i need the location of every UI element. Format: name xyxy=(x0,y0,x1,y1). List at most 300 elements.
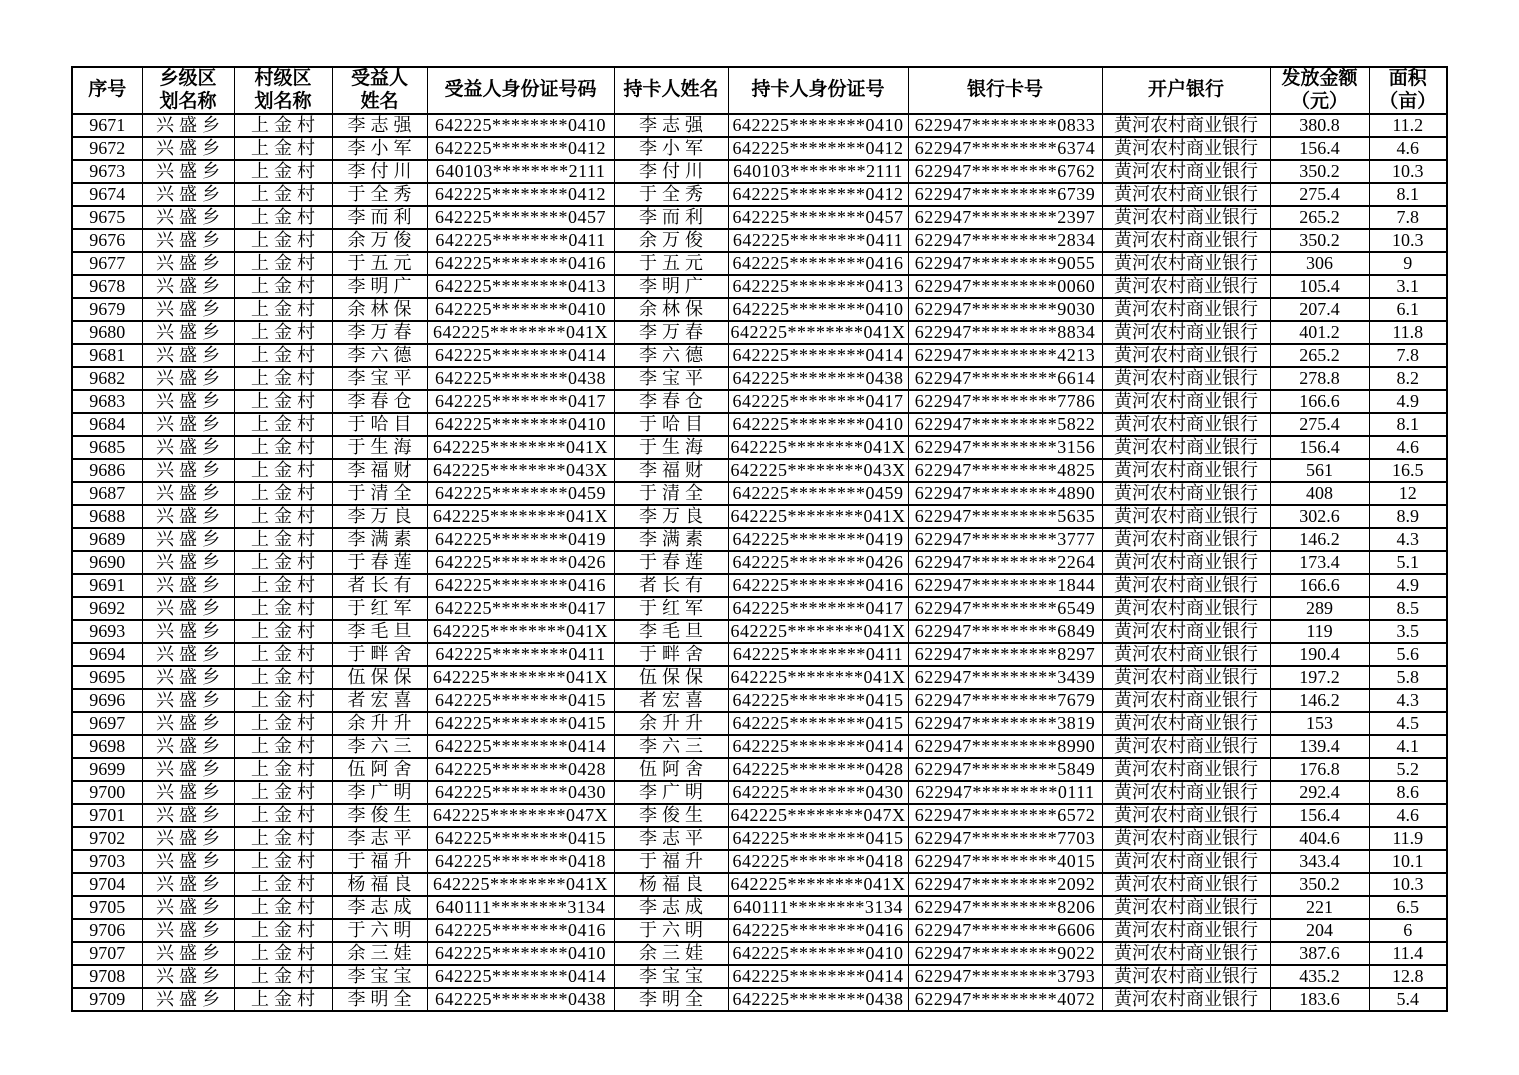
cell-amount: 380.8 xyxy=(1270,114,1369,137)
cell-village: 上金村 xyxy=(234,275,332,298)
cell-village: 上金村 xyxy=(234,689,332,712)
cell-area: 8.2 xyxy=(1369,367,1447,390)
cell-village: 上金村 xyxy=(234,252,332,275)
cell-card_number: 622947*********4890 xyxy=(908,482,1102,505)
table-row xyxy=(72,275,1447,298)
cell-serial: 9686 xyxy=(72,459,142,482)
cell-beneficiary_id: 642225********0412 xyxy=(427,183,614,206)
cell-cardholder_id: 642225********0412 xyxy=(728,137,908,160)
cell-area: 4.3 xyxy=(1369,689,1447,712)
cell-area: 12 xyxy=(1369,482,1447,505)
cell-cardholder_name: 于六明 xyxy=(614,919,728,942)
cell-cardholder_id: 642225********041X xyxy=(728,666,908,689)
cell-township: 兴盛乡 xyxy=(142,620,234,643)
cell-beneficiary_id: 642225********0414 xyxy=(427,965,614,988)
cell-township: 兴盛乡 xyxy=(142,850,234,873)
cell-bank: 黄河农村商业银行 xyxy=(1102,183,1270,206)
column-header-serial xyxy=(72,67,142,114)
cell-beneficiary_id: 640111********3134 xyxy=(427,896,614,919)
cell-cardholder_name: 李宝平 xyxy=(614,367,728,390)
cell-township: 兴盛乡 xyxy=(142,275,234,298)
cell-bank: 黄河农村商业银行 xyxy=(1102,666,1270,689)
cell-cardholder_id: 642225********0415 xyxy=(728,712,908,735)
cell-village: 上金村 xyxy=(234,781,332,804)
cell-area: 11.9 xyxy=(1369,827,1447,850)
cell-serial: 9692 xyxy=(72,597,142,620)
cell-beneficiary_name: 余林保 xyxy=(332,298,427,321)
cell-township: 兴盛乡 xyxy=(142,436,234,459)
cell-beneficiary_id: 642225********0438 xyxy=(427,988,614,1011)
cell-serial: 9678 xyxy=(72,275,142,298)
cell-beneficiary_name: 李俊生 xyxy=(332,804,427,827)
column-header-area xyxy=(1369,67,1447,114)
cell-beneficiary_name: 李六三 xyxy=(332,735,427,758)
cell-card_number: 622947*********5635 xyxy=(908,505,1102,528)
cell-township: 兴盛乡 xyxy=(142,758,234,781)
cell-township: 兴盛乡 xyxy=(142,482,234,505)
cell-serial: 9684 xyxy=(72,413,142,436)
cell-area: 11.2 xyxy=(1369,114,1447,137)
cell-area: 4.3 xyxy=(1369,528,1447,551)
cell-cardholder_id: 642225********0410 xyxy=(728,114,908,137)
cell-village: 上金村 xyxy=(234,735,332,758)
cell-beneficiary_name: 者长有 xyxy=(332,574,427,597)
cell-beneficiary_id: 642225********0438 xyxy=(427,367,614,390)
cell-bank: 黄河农村商业银行 xyxy=(1102,436,1270,459)
cell-card_number: 622947*********6549 xyxy=(908,597,1102,620)
cell-cardholder_name: 于全秀 xyxy=(614,183,728,206)
cell-serial: 9671 xyxy=(72,114,142,137)
cell-card_number: 622947*********7786 xyxy=(908,390,1102,413)
cell-area: 7.8 xyxy=(1369,206,1447,229)
cell-area: 4.6 xyxy=(1369,436,1447,459)
cell-cardholder_id: 642225********0457 xyxy=(728,206,908,229)
cell-beneficiary_id: 642225********0417 xyxy=(427,390,614,413)
cell-cardholder_id: 642225********041X xyxy=(728,436,908,459)
cell-bank: 黄河农村商业银行 xyxy=(1102,620,1270,643)
cell-village: 上金村 xyxy=(234,574,332,597)
cell-cardholder_name: 李春仓 xyxy=(614,390,728,413)
cell-amount: 146.2 xyxy=(1270,528,1369,551)
cell-serial: 9693 xyxy=(72,620,142,643)
table-row xyxy=(72,505,1447,528)
cell-bank: 黄河农村商业银行 xyxy=(1102,413,1270,436)
cell-beneficiary_id: 642225********047X xyxy=(427,804,614,827)
cell-beneficiary_id: 642225********0416 xyxy=(427,252,614,275)
cell-beneficiary_name: 于生海 xyxy=(332,436,427,459)
cell-beneficiary_id: 642225********0411 xyxy=(427,229,614,252)
cell-cardholder_name: 杨福良 xyxy=(614,873,728,896)
table-row xyxy=(72,942,1447,965)
cell-cardholder_name: 余升升 xyxy=(614,712,728,735)
cell-township: 兴盛乡 xyxy=(142,390,234,413)
cell-village: 上金村 xyxy=(234,114,332,137)
cell-beneficiary_name: 李明广 xyxy=(332,275,427,298)
cell-serial: 9683 xyxy=(72,390,142,413)
cell-card_number: 622947*********8297 xyxy=(908,643,1102,666)
table-row xyxy=(72,229,1447,252)
cell-card_number: 622947*********6849 xyxy=(908,620,1102,643)
cell-amount: 292.4 xyxy=(1270,781,1369,804)
cell-cardholder_id: 642225********0416 xyxy=(728,252,908,275)
cell-amount: 350.2 xyxy=(1270,229,1369,252)
cell-cardholder_id: 642225********0415 xyxy=(728,689,908,712)
cell-cardholder_id: 642225********041X xyxy=(728,873,908,896)
cell-cardholder_id: 642225********0410 xyxy=(728,298,908,321)
cell-card_number: 622947*********6606 xyxy=(908,919,1102,942)
cell-cardholder_name: 李俊生 xyxy=(614,804,728,827)
cell-cardholder_name: 者长有 xyxy=(614,574,728,597)
cell-village: 上金村 xyxy=(234,942,332,965)
cell-cardholder_name: 伍阿舍 xyxy=(614,758,728,781)
cell-cardholder_name: 李志强 xyxy=(614,114,728,137)
column-header-beneficiary_id xyxy=(427,67,614,114)
cell-serial: 9696 xyxy=(72,689,142,712)
cell-township: 兴盛乡 xyxy=(142,206,234,229)
cell-beneficiary_name: 者宏喜 xyxy=(332,689,427,712)
cell-township: 兴盛乡 xyxy=(142,781,234,804)
cell-amount: 350.2 xyxy=(1270,160,1369,183)
table-row xyxy=(72,827,1447,850)
cell-amount: 404.6 xyxy=(1270,827,1369,850)
cell-township: 兴盛乡 xyxy=(142,321,234,344)
cell-cardholder_name: 李明广 xyxy=(614,275,728,298)
cell-beneficiary_name: 李六德 xyxy=(332,344,427,367)
cell-cardholder_id: 642225********0411 xyxy=(728,643,908,666)
cell-card_number: 622947*********2264 xyxy=(908,551,1102,574)
cell-township: 兴盛乡 xyxy=(142,114,234,137)
cell-amount: 350.2 xyxy=(1270,873,1369,896)
cell-cardholder_name: 李福财 xyxy=(614,459,728,482)
cell-beneficiary_id: 642225********0416 xyxy=(427,919,614,942)
cell-township: 兴盛乡 xyxy=(142,413,234,436)
cell-village: 上金村 xyxy=(234,344,332,367)
cell-amount: 265.2 xyxy=(1270,206,1369,229)
cell-amount: 156.4 xyxy=(1270,137,1369,160)
cell-beneficiary_name: 于清全 xyxy=(332,482,427,505)
cell-area: 8.9 xyxy=(1369,505,1447,528)
table-row xyxy=(72,137,1447,160)
cell-township: 兴盛乡 xyxy=(142,942,234,965)
cell-township: 兴盛乡 xyxy=(142,597,234,620)
cell-beneficiary_id: 642225********0412 xyxy=(427,137,614,160)
cell-cardholder_id: 642225********0438 xyxy=(728,988,908,1011)
cell-beneficiary_name: 于五元 xyxy=(332,252,427,275)
cell-bank: 黄河农村商业银行 xyxy=(1102,482,1270,505)
cell-serial: 9681 xyxy=(72,344,142,367)
cell-beneficiary_id: 642225********0428 xyxy=(427,758,614,781)
cell-serial: 9685 xyxy=(72,436,142,459)
table-row xyxy=(72,735,1447,758)
cell-bank: 黄河农村商业银行 xyxy=(1102,114,1270,137)
cell-village: 上金村 xyxy=(234,896,332,919)
cell-area: 5.4 xyxy=(1369,988,1447,1011)
cell-beneficiary_id: 642225********0413 xyxy=(427,275,614,298)
cell-beneficiary_name: 李宝平 xyxy=(332,367,427,390)
cell-cardholder_name: 李万春 xyxy=(614,321,728,344)
cell-township: 兴盛乡 xyxy=(142,183,234,206)
cell-area: 6.5 xyxy=(1369,896,1447,919)
cell-serial: 9707 xyxy=(72,942,142,965)
cell-beneficiary_name: 李广明 xyxy=(332,781,427,804)
table-row xyxy=(72,114,1447,137)
cell-village: 上金村 xyxy=(234,206,332,229)
cell-serial: 9706 xyxy=(72,919,142,942)
cell-cardholder_name: 李广明 xyxy=(614,781,728,804)
cell-card_number: 622947*********4825 xyxy=(908,459,1102,482)
cell-cardholder_name: 余三娃 xyxy=(614,942,728,965)
cell-card_number: 622947*********4015 xyxy=(908,850,1102,873)
cell-township: 兴盛乡 xyxy=(142,827,234,850)
cell-area: 11.4 xyxy=(1369,942,1447,965)
cell-cardholder_name: 于哈目 xyxy=(614,413,728,436)
table-header xyxy=(72,67,1447,114)
cell-amount: 166.6 xyxy=(1270,574,1369,597)
cell-amount: 204 xyxy=(1270,919,1369,942)
cell-cardholder_id: 642225********0459 xyxy=(728,482,908,505)
cell-village: 上金村 xyxy=(234,827,332,850)
cell-beneficiary_id: 642225********0426 xyxy=(427,551,614,574)
cell-area: 8.6 xyxy=(1369,781,1447,804)
cell-card_number: 622947*********3156 xyxy=(908,436,1102,459)
cell-cardholder_name: 于红军 xyxy=(614,597,728,620)
cell-beneficiary_id: 642225********041X xyxy=(427,620,614,643)
table-body xyxy=(72,114,1447,1011)
cell-card_number: 622947*********2397 xyxy=(908,206,1102,229)
cell-village: 上金村 xyxy=(234,712,332,735)
column-header-cardholder_id xyxy=(728,67,908,114)
column-header-text: 发放金额 xyxy=(1281,68,1358,90)
cell-beneficiary_id: 642225********0411 xyxy=(427,643,614,666)
cell-serial: 9680 xyxy=(72,321,142,344)
cell-cardholder_id: 642225********0416 xyxy=(728,919,908,942)
cell-bank: 黄河农村商业银行 xyxy=(1102,873,1270,896)
table-row xyxy=(72,666,1447,689)
cell-card_number: 622947*********2834 xyxy=(908,229,1102,252)
table-row xyxy=(72,896,1447,919)
cell-amount: 139.4 xyxy=(1270,735,1369,758)
cell-card_number: 622947*********2092 xyxy=(908,873,1102,896)
cell-amount: 190.4 xyxy=(1270,643,1369,666)
cell-township: 兴盛乡 xyxy=(142,712,234,735)
cell-beneficiary_name: 伍阿舍 xyxy=(332,758,427,781)
cell-cardholder_name: 于五元 xyxy=(614,252,728,275)
cell-cardholder_id: 642225********0416 xyxy=(728,574,908,597)
cell-serial: 9699 xyxy=(72,758,142,781)
cell-cardholder_id: 642225********0412 xyxy=(728,183,908,206)
cell-cardholder_name: 于福升 xyxy=(614,850,728,873)
cell-bank: 黄河农村商业银行 xyxy=(1102,988,1270,1011)
column-header-text: 持卡人身份证号 xyxy=(751,79,885,101)
cell-area: 9 xyxy=(1369,252,1447,275)
cell-card_number: 622947*********6739 xyxy=(908,183,1102,206)
cell-beneficiary_id: 642225********043X xyxy=(427,459,614,482)
cell-township: 兴盛乡 xyxy=(142,666,234,689)
cell-serial: 9708 xyxy=(72,965,142,988)
table-row xyxy=(72,344,1447,367)
table-row xyxy=(72,597,1447,620)
cell-township: 兴盛乡 xyxy=(142,804,234,827)
cell-card_number: 622947*********8990 xyxy=(908,735,1102,758)
cell-serial: 9673 xyxy=(72,160,142,183)
cell-cardholder_name: 李万良 xyxy=(614,505,728,528)
cell-beneficiary_id: 642225********041X xyxy=(427,436,614,459)
cell-amount: 435.2 xyxy=(1270,965,1369,988)
cell-area: 6.1 xyxy=(1369,298,1447,321)
cell-beneficiary_name: 于六明 xyxy=(332,919,427,942)
cell-bank: 黄河农村商业银行 xyxy=(1102,643,1270,666)
cell-cardholder_name: 李明全 xyxy=(614,988,728,1011)
cell-beneficiary_id: 642225********041X xyxy=(427,321,614,344)
cell-beneficiary_name: 李志强 xyxy=(332,114,427,137)
cell-beneficiary_name: 李明全 xyxy=(332,988,427,1011)
cell-beneficiary_name: 于畔舍 xyxy=(332,643,427,666)
cell-village: 上金村 xyxy=(234,965,332,988)
cell-village: 上金村 xyxy=(234,551,332,574)
cell-serial: 9700 xyxy=(72,781,142,804)
cell-card_number: 622947*********4213 xyxy=(908,344,1102,367)
cell-township: 兴盛乡 xyxy=(142,298,234,321)
table-row xyxy=(72,413,1447,436)
cell-village: 上金村 xyxy=(234,620,332,643)
cell-bank: 黄河农村商业银行 xyxy=(1102,367,1270,390)
cell-serial: 9705 xyxy=(72,896,142,919)
cell-cardholder_name: 李六德 xyxy=(614,344,728,367)
cell-cardholder_id: 642225********0414 xyxy=(728,965,908,988)
cell-bank: 黄河农村商业银行 xyxy=(1102,206,1270,229)
cell-serial: 9689 xyxy=(72,528,142,551)
cell-serial: 9697 xyxy=(72,712,142,735)
cell-beneficiary_id: 642225********0416 xyxy=(427,574,614,597)
cell-beneficiary_id: 642225********0418 xyxy=(427,850,614,873)
cell-cardholder_name: 李毛旦 xyxy=(614,620,728,643)
cell-village: 上金村 xyxy=(234,183,332,206)
cell-beneficiary_id: 642225********041X xyxy=(427,873,614,896)
cell-beneficiary_name: 李毛旦 xyxy=(332,620,427,643)
table-row xyxy=(72,459,1447,482)
cell-serial: 9682 xyxy=(72,367,142,390)
cell-area: 6 xyxy=(1369,919,1447,942)
cell-card_number: 622947*********8206 xyxy=(908,896,1102,919)
cell-card_number: 622947*********3439 xyxy=(908,666,1102,689)
cell-township: 兴盛乡 xyxy=(142,735,234,758)
column-header-text: （元） xyxy=(1290,90,1348,112)
table-row xyxy=(72,160,1447,183)
cell-area: 12.8 xyxy=(1369,965,1447,988)
cell-village: 上金村 xyxy=(234,367,332,390)
cell-village: 上金村 xyxy=(234,597,332,620)
cell-township: 兴盛乡 xyxy=(142,528,234,551)
cell-amount: 343.4 xyxy=(1270,850,1369,873)
cell-bank: 黄河农村商业银行 xyxy=(1102,965,1270,988)
column-header-card_number xyxy=(908,67,1102,114)
cell-cardholder_id: 642225********041X xyxy=(728,620,908,643)
cell-cardholder_id: 640111********3134 xyxy=(728,896,908,919)
cell-beneficiary_name: 于全秀 xyxy=(332,183,427,206)
column-header-text: 开户银行 xyxy=(1147,79,1224,101)
column-header-text: （亩） xyxy=(1379,90,1437,112)
cell-card_number: 622947*********3793 xyxy=(908,965,1102,988)
cell-beneficiary_name: 李而利 xyxy=(332,206,427,229)
cell-serial: 9672 xyxy=(72,137,142,160)
cell-village: 上金村 xyxy=(234,505,332,528)
cell-bank: 黄河农村商业银行 xyxy=(1102,827,1270,850)
table-row xyxy=(72,321,1447,344)
cell-beneficiary_name: 李宝宝 xyxy=(332,965,427,988)
column-header-text: 面积 xyxy=(1388,68,1427,90)
table-row xyxy=(72,988,1447,1011)
table-row xyxy=(72,620,1447,643)
cell-amount: 183.6 xyxy=(1270,988,1369,1011)
cell-beneficiary_name: 于福升 xyxy=(332,850,427,873)
cell-amount: 197.2 xyxy=(1270,666,1369,689)
table-row xyxy=(72,528,1447,551)
cell-bank: 黄河农村商业银行 xyxy=(1102,689,1270,712)
cell-beneficiary_id: 642225********0417 xyxy=(427,597,614,620)
cell-serial: 9703 xyxy=(72,850,142,873)
cell-card_number: 622947*********3819 xyxy=(908,712,1102,735)
cell-bank: 黄河农村商业银行 xyxy=(1102,712,1270,735)
cell-card_number: 622947*********4072 xyxy=(908,988,1102,1011)
cell-area: 8.1 xyxy=(1369,413,1447,436)
cell-serial: 9704 xyxy=(72,873,142,896)
cell-cardholder_name: 李志成 xyxy=(614,896,728,919)
cell-beneficiary_name: 李付川 xyxy=(332,160,427,183)
column-header-text: 序号 xyxy=(88,79,127,101)
cell-cardholder_id: 642225********0411 xyxy=(728,229,908,252)
cell-bank: 黄河农村商业银行 xyxy=(1102,229,1270,252)
cell-cardholder_name: 于生海 xyxy=(614,436,728,459)
cell-area: 10.1 xyxy=(1369,850,1447,873)
cell-beneficiary_name: 李春仓 xyxy=(332,390,427,413)
cell-beneficiary_id: 640103********2111 xyxy=(427,160,614,183)
cell-township: 兴盛乡 xyxy=(142,643,234,666)
column-header-text: 划名称 xyxy=(159,90,217,112)
cell-card_number: 622947*********9030 xyxy=(908,298,1102,321)
cell-card_number: 622947*********6762 xyxy=(908,160,1102,183)
cell-beneficiary_id: 642225********0415 xyxy=(427,712,614,735)
cell-village: 上金村 xyxy=(234,804,332,827)
cell-amount: 275.4 xyxy=(1270,413,1369,436)
cell-bank: 黄河农村商业银行 xyxy=(1102,551,1270,574)
cell-area: 16.5 xyxy=(1369,459,1447,482)
cell-serial: 9688 xyxy=(72,505,142,528)
column-header-text: 受益人 xyxy=(350,68,408,90)
cell-area: 10.3 xyxy=(1369,160,1447,183)
cell-beneficiary_id: 642225********0410 xyxy=(427,413,614,436)
cell-beneficiary_name: 李万良 xyxy=(332,505,427,528)
table-row xyxy=(72,574,1447,597)
cell-village: 上金村 xyxy=(234,666,332,689)
cell-township: 兴盛乡 xyxy=(142,344,234,367)
cell-bank: 黄河农村商业银行 xyxy=(1102,275,1270,298)
cell-township: 兴盛乡 xyxy=(142,574,234,597)
cell-amount: 221 xyxy=(1270,896,1369,919)
cell-card_number: 622947*********9055 xyxy=(908,252,1102,275)
cell-area: 5.1 xyxy=(1369,551,1447,574)
cell-village: 上金村 xyxy=(234,459,332,482)
cell-township: 兴盛乡 xyxy=(142,896,234,919)
table-row xyxy=(72,850,1447,873)
cell-bank: 黄河农村商业银行 xyxy=(1102,896,1270,919)
column-header-amount xyxy=(1270,67,1369,114)
cell-amount: 207.4 xyxy=(1270,298,1369,321)
cell-cardholder_name: 李而利 xyxy=(614,206,728,229)
cell-amount: 289 xyxy=(1270,597,1369,620)
cell-area: 10.3 xyxy=(1369,229,1447,252)
cell-card_number: 622947*********6572 xyxy=(908,804,1102,827)
column-header-text: 划名称 xyxy=(254,90,312,112)
